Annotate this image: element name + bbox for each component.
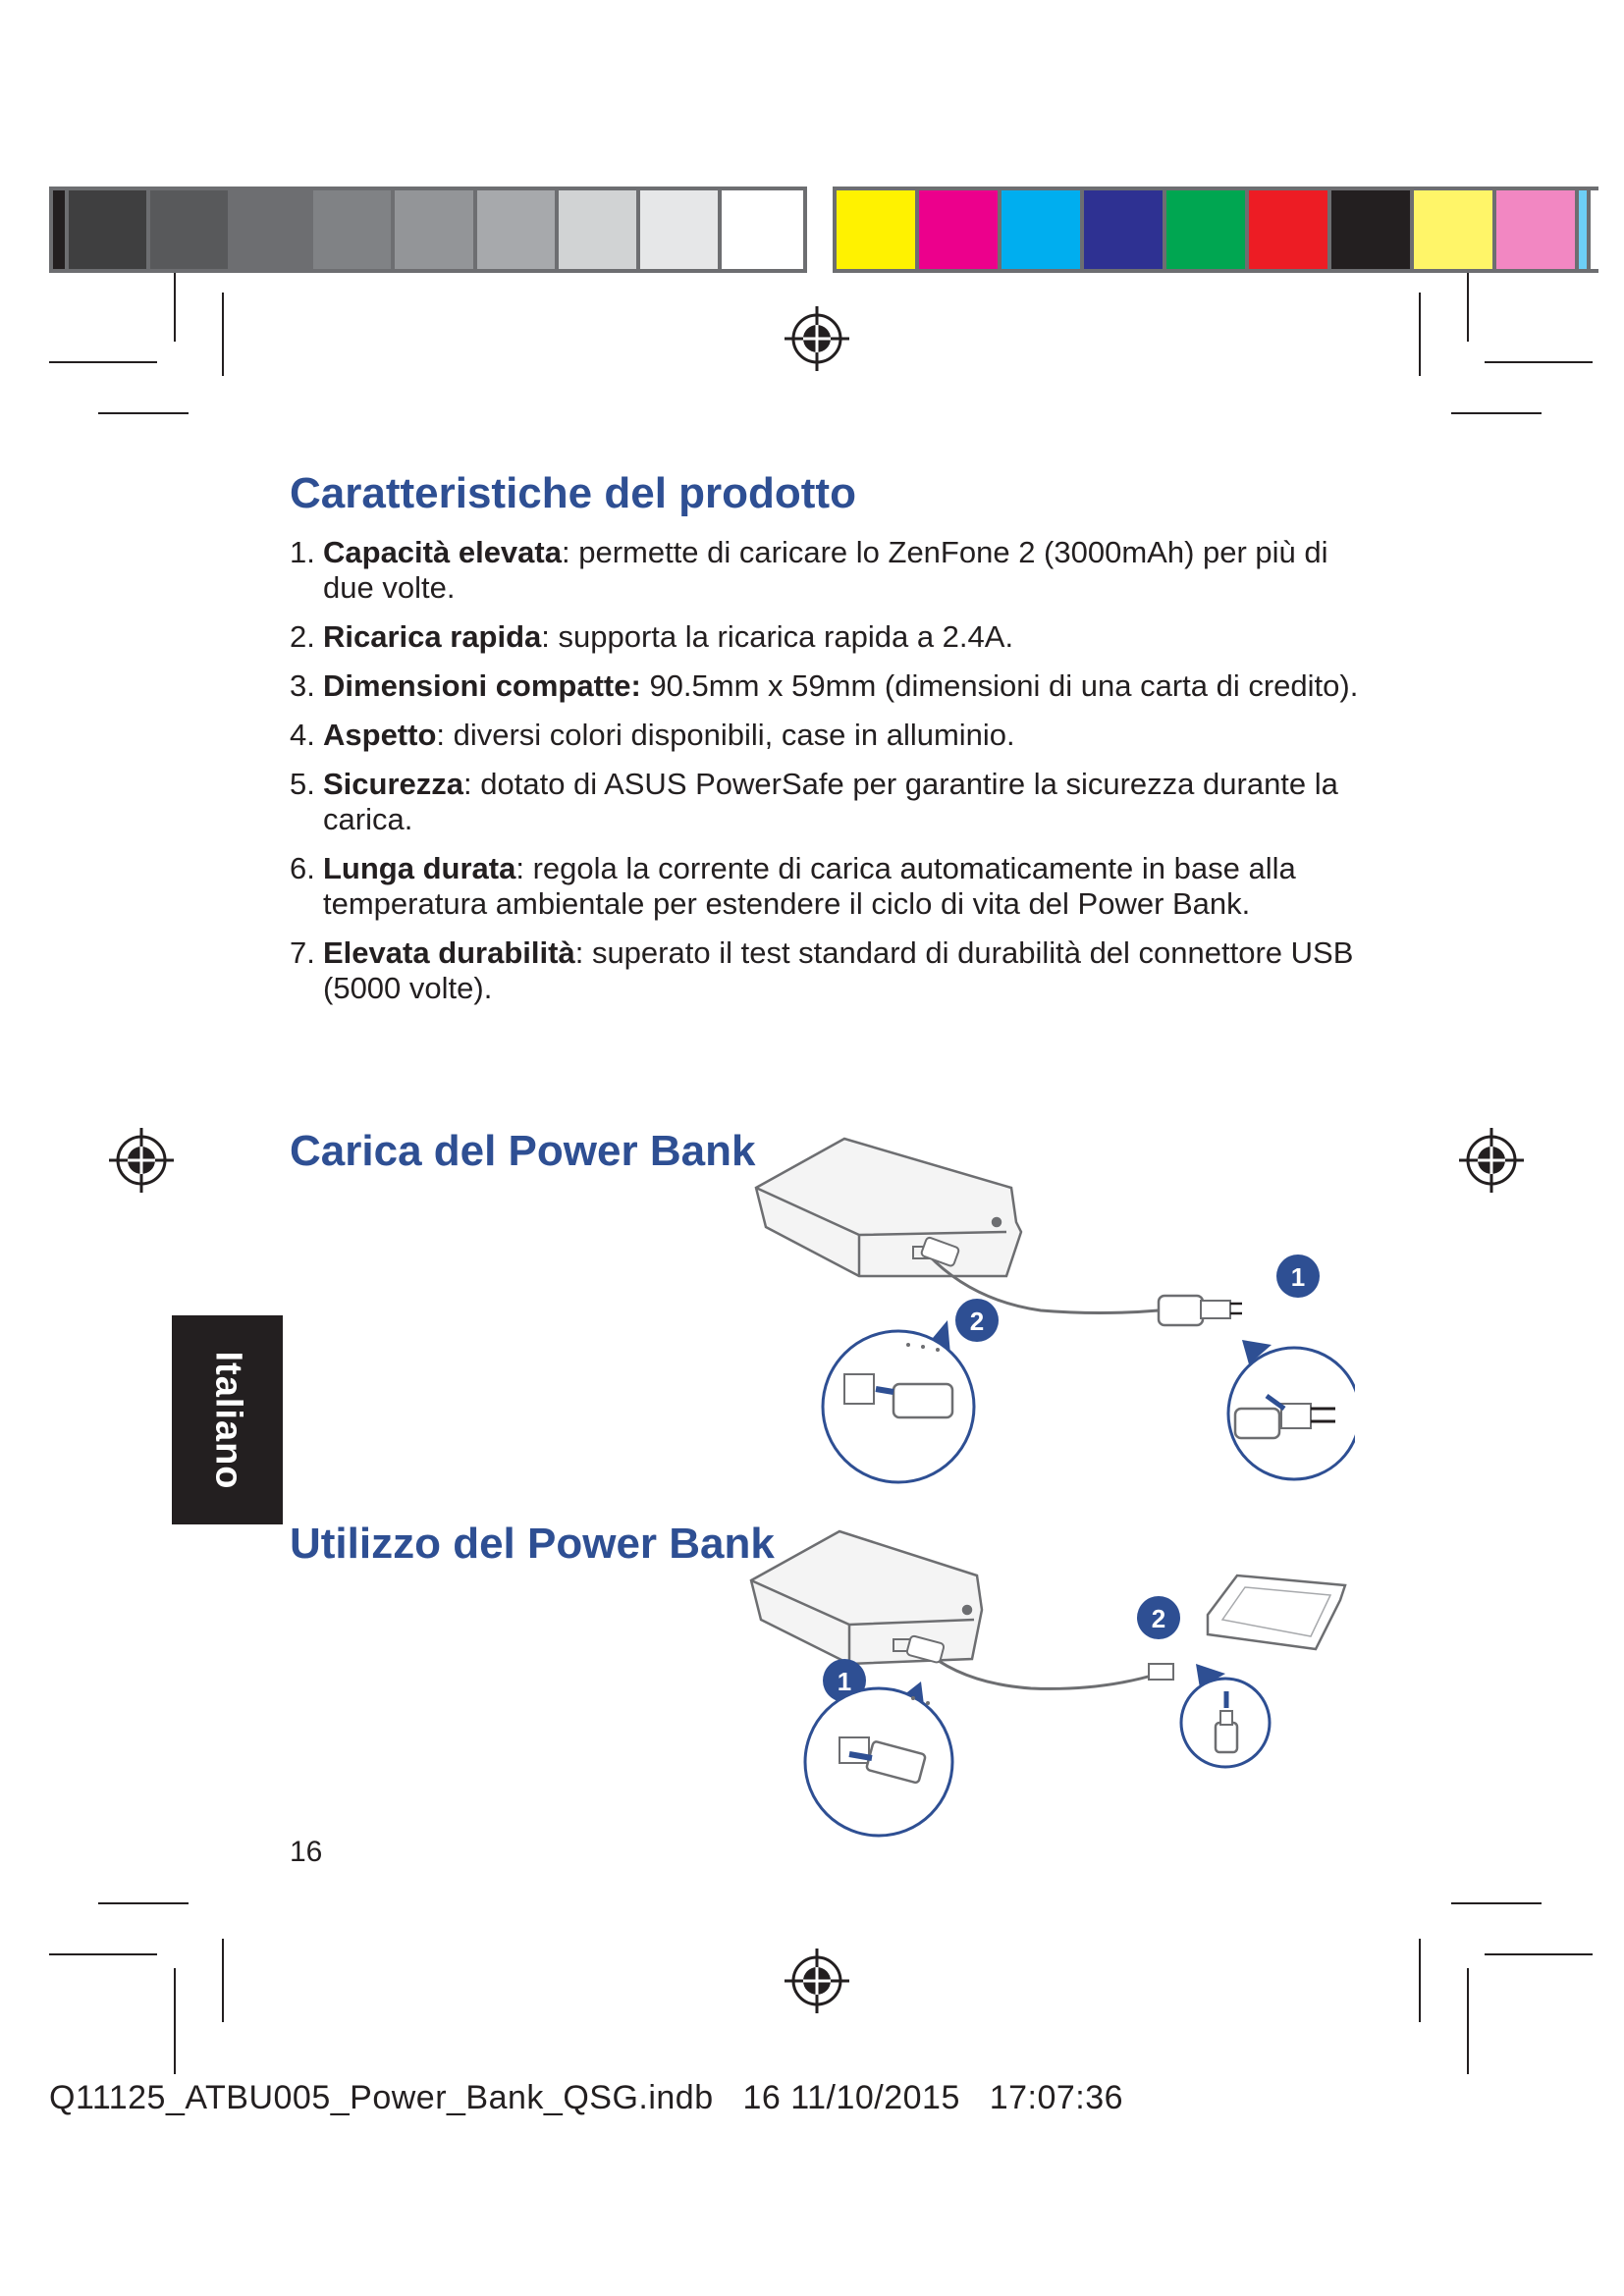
registration-mark-top [783,304,851,373]
crop-mark [1419,293,1421,376]
color-swatch [232,190,313,269]
feature-name: Ricarica rapida [323,619,542,654]
feature-number: 4. [290,718,315,752]
zoom-detail-phone-connector [1181,1679,1270,1767]
language-tab [172,1315,283,1524]
zoom-detail-outlet [1228,1348,1355,1479]
feature-description: : superato il test standard di durabilità del connettore USB (5000 volte). [323,935,1354,1005]
crop-mark [49,1953,157,1955]
zoom-detail-port [805,1688,952,1836]
page-number: 16 [290,1836,323,1868]
color-swatch [1084,190,1166,269]
zoom-detail-port [823,1331,974,1482]
crop-mark [222,293,224,376]
grayscale-color-bar [49,187,807,273]
power-bank-icon [756,1139,1021,1276]
color-swatch [395,190,476,269]
feature-name: Dimensioni compatte: [323,668,641,703]
feature-item [290,535,1360,606]
features-list [290,535,1360,1020]
charging-illustration [746,1129,1355,1492]
crop-mark [98,412,189,414]
color-swatch [1001,190,1084,269]
feature-name: Sicurezza [323,767,464,801]
crop-mark [1485,1953,1593,1955]
color-swatch [53,190,69,269]
usage-section-title: Utilizzo del Power Bank [290,1520,775,1568]
feature-item [290,935,1360,1006]
feature-description: : permette di caricare lo ZenFone 2 (3000mAh) per più di due volte. [323,535,1328,605]
feature-name: Aspetto [323,718,437,752]
crop-mark [1451,412,1542,414]
color-swatch [1414,190,1496,269]
step-1-label: 1 [837,1667,852,1696]
feature-item [290,767,1360,837]
print-slug-footer: Q11125_ATBU005_Power_Bank_QSG.indb 16 11/10/2015 17:07:36 [49,2079,1124,2116]
charging-section-title: Carica del Power Bank [290,1127,756,1175]
color-swatch [1496,190,1579,269]
color-swatch [837,190,919,269]
crop-mark [49,361,157,363]
color-swatch [640,190,722,269]
crop-mark [1485,361,1593,363]
color-swatch [1579,190,1591,269]
feature-number: 5. [290,767,315,801]
color-swatch [150,190,232,269]
feature-description: : dotato di ASUS PowerSafe per garantire la sicurezza durante la carica. [323,767,1338,836]
color-swatch [313,190,395,269]
color-swatch [69,190,150,269]
color-swatch [477,190,559,269]
color-swatch [1166,190,1249,269]
feature-item [290,718,1360,753]
step-2-badge [1137,1596,1180,1639]
feature-item [290,619,1360,655]
feature-item [290,851,1360,922]
crop-mark [1451,1902,1542,1904]
crop-mark [174,1968,176,2074]
color-swatch [559,190,640,269]
color-swatch [919,190,1001,269]
color-swatch [1249,190,1331,269]
power-bank-icon [751,1531,982,1664]
feature-name: Capacità elevata [323,535,562,569]
feature-description: : supporta la ricarica rapida a 2.4A. [541,619,1014,654]
feature-name: Lunga durata [323,851,516,885]
smartphone-icon [1208,1575,1345,1649]
step-2-label: 2 [1151,1604,1166,1633]
wall-charger-icon [1159,1296,1242,1325]
crop-mark [1467,1968,1469,2074]
step-2-label: 2 [969,1307,985,1336]
color-swatch [722,190,803,269]
feature-item [290,668,1360,704]
language-tab-label: Italiano [207,1350,248,1490]
usage-illustration [746,1526,1355,1841]
registration-mark-right [1457,1126,1526,1195]
feature-number: 1. [290,535,315,569]
registration-mark-bottom [783,1947,851,2015]
crop-mark [1467,273,1469,342]
crop-mark [222,1939,224,2022]
feature-description: : regola la corrente di carica automaticamente in base alla temperatura ambientale per estendere il ciclo di vita del Power Bank. [323,851,1296,921]
feature-number: 7. [290,935,315,970]
step-1-badge [1276,1255,1320,1298]
features-section-title: Caratteristiche del prodotto [290,469,856,517]
color-swatch [1331,190,1414,269]
crop-mark [1419,1939,1421,2022]
registration-mark-left [107,1126,176,1195]
step-2-badge [955,1299,999,1342]
feature-number: 2. [290,619,315,654]
process-color-bar [833,187,1598,273]
crop-mark [98,1902,189,1904]
feature-number: 6. [290,851,315,885]
step-1-label: 1 [1290,1262,1306,1292]
feature-description: 90.5mm x 59mm (dimensioni di una carta di credito). [640,668,1359,703]
crop-mark [174,273,176,342]
feature-description: : diversi colori disponibili, case in alluminio. [436,718,1015,752]
feature-name: Elevata durabilità [323,935,575,970]
feature-number: 3. [290,668,315,703]
